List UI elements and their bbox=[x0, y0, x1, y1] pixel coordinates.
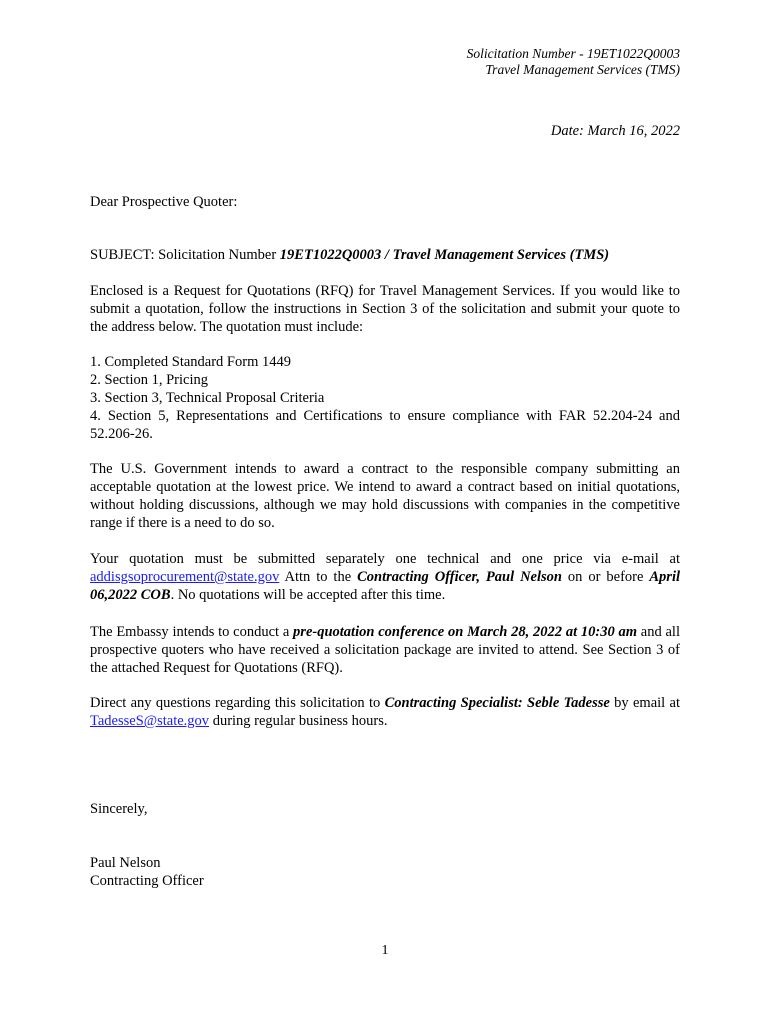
procurement-email-link[interactable]: addisgsoprocurement@state.gov bbox=[90, 569, 280, 585]
paragraph-enclosed-rfq: Enclosed is a Request for Quotations (RFQ) for Travel Management Services. If you would like to submit a quotation, follow the instructions in Section 3 of the solicitation and submit your quote to the address below. The quotation must include: bbox=[90, 283, 680, 335]
contracting-officer-emphasis: Contracting Officer, Paul Nelson bbox=[357, 569, 562, 585]
subject-emphasis: 19ET1022Q0003 / Travel Management Services (TMS) bbox=[279, 247, 610, 263]
header-service-title: Travel Management Services (TMS) bbox=[485, 62, 680, 77]
closing: Sincerely, bbox=[90, 801, 148, 817]
list-item: 3. Section 3, Technical Proposal Criteria bbox=[90, 390, 325, 406]
specialist-email-link[interactable]: TadesseS@state.gov bbox=[90, 713, 210, 729]
signer-name: Paul Nelson bbox=[90, 855, 161, 871]
conference-emphasis: pre-quotation conference on March 28, 2022 at 10:30 am bbox=[293, 624, 638, 640]
questions-text: by email at bbox=[609, 695, 681, 711]
list-item: 2. Section 1, Pricing bbox=[90, 372, 209, 388]
signature-block bbox=[90, 854, 680, 890]
signer-title: Contracting Officer bbox=[90, 873, 204, 889]
questions-text: during regular business hours. bbox=[209, 713, 388, 729]
paragraph-conference bbox=[90, 623, 680, 677]
solicitation-header bbox=[467, 46, 680, 78]
list-item: 1. Completed Standard Form 1449 bbox=[90, 354, 291, 370]
paragraph-award-intent: The U.S. Government intends to award a contract to the responsible company submitting an acceptable quotation at the lowest price. We intend to award a contract based on initial quotations, without holding discussions, although we may hold discussions with companies in the competitive range if there is a need to do so. bbox=[90, 461, 680, 531]
conference-text: and all prospective quoters who have received a solicitation package are invited to attend. See Section 3 of the attached Request for Quotations (RFQ). bbox=[90, 624, 680, 676]
submission-text: Attn to the bbox=[279, 569, 358, 585]
letter-date: Date: March 16, 2022 bbox=[550, 123, 680, 139]
subject-line bbox=[90, 246, 680, 264]
deadline-emphasis: April 06,2022 COB bbox=[90, 569, 681, 603]
page-number: 1 bbox=[381, 943, 389, 958]
submission-text: . No quotations will be accepted after this time. bbox=[170, 587, 446, 603]
subject-prefix: SUBJECT: Solicitation Number bbox=[90, 247, 280, 263]
submission-text: on or before bbox=[561, 569, 650, 585]
list-item: 4. Section 5, Representations and Certifications to ensure compliance with FAR 52.204-24 and 52.206-26. bbox=[90, 408, 680, 442]
submission-text: Your quotation must be submitted separately one technical and one price via e-mail at bbox=[90, 551, 680, 567]
conference-text: The Embassy intends to conduct a bbox=[90, 624, 294, 640]
specialist-emphasis: Contracting Specialist: Seble Tadesse bbox=[384, 695, 610, 711]
paragraph-submission bbox=[90, 550, 680, 604]
salutation: Dear Prospective Quoter: bbox=[90, 194, 238, 210]
requirements-list bbox=[90, 353, 680, 443]
paragraph-questions bbox=[90, 694, 680, 730]
questions-text: Direct any questions regarding this solicitation to bbox=[90, 695, 385, 711]
header-solicitation-number: Solicitation Number - 19ET1022Q0003 bbox=[466, 46, 680, 61]
